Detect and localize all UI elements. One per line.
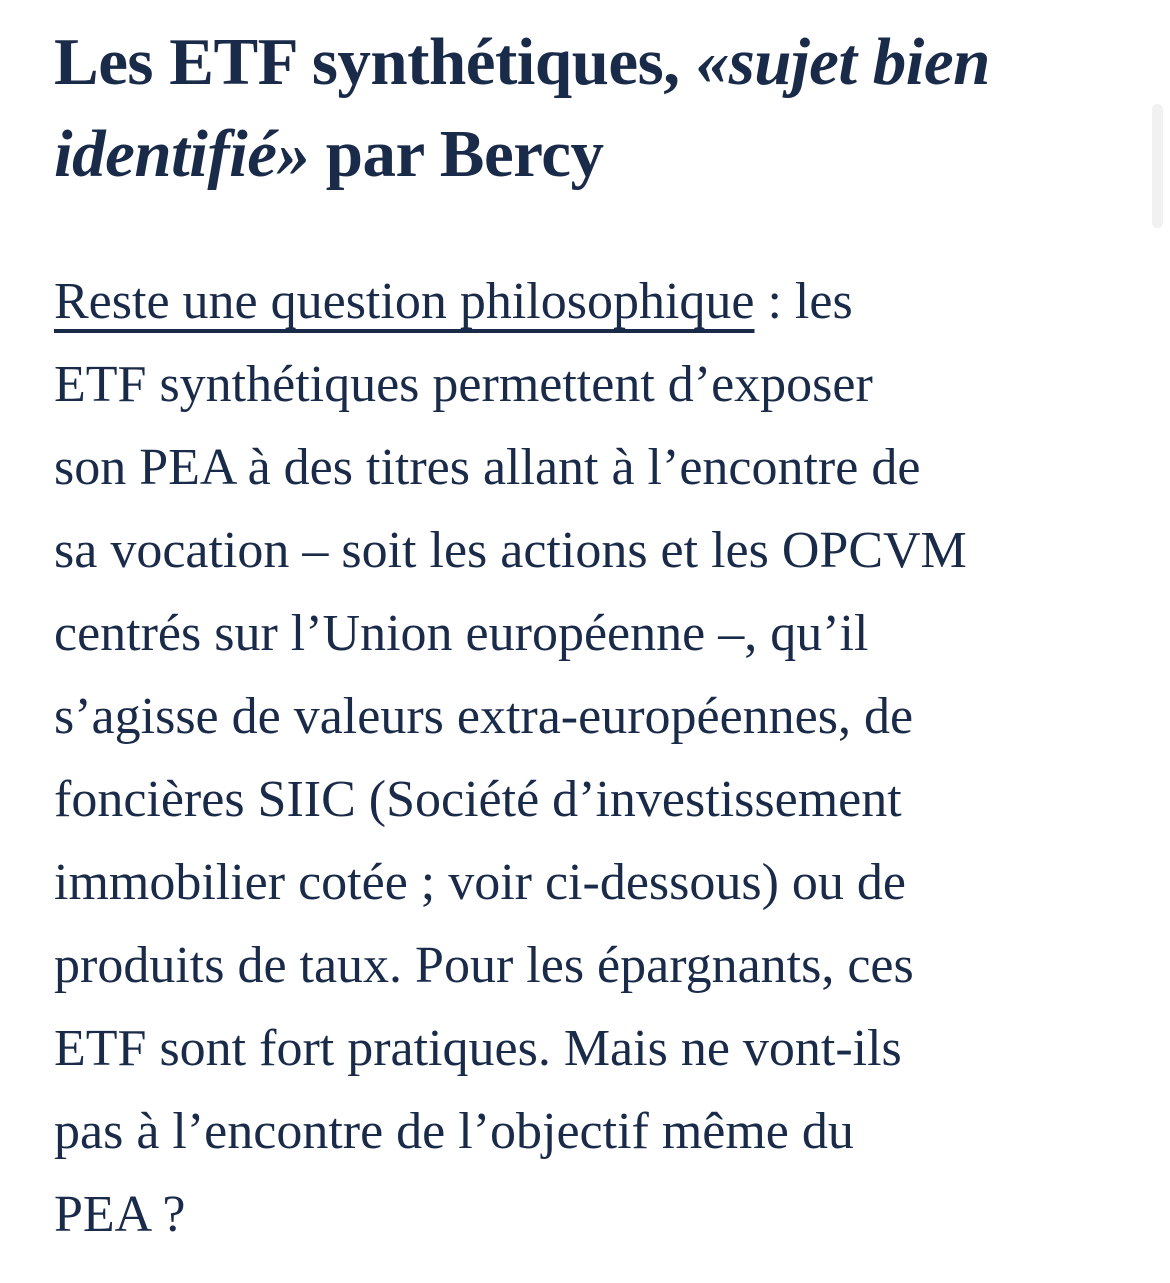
title-text-italic: «sujet bien identifié» bbox=[54, 25, 990, 191]
paragraph-line: s’agisse de valeurs extra-européennes, de bbox=[54, 688, 914, 745]
article-title bbox=[54, 16, 1114, 200]
scrollbar-thumb[interactable] bbox=[1152, 104, 1163, 228]
paragraph-line: sa vocation – soit les actions et les OPCVM bbox=[54, 522, 967, 579]
paragraph-line: PEA ? bbox=[54, 1186, 186, 1243]
paragraph-line: ETF sont fort pratiques. Mais ne vont-ils bbox=[54, 1020, 902, 1077]
paragraph-line: pas à l’encontre de l’objectif même du bbox=[54, 1103, 854, 1160]
article-paragraph bbox=[54, 260, 1114, 1256]
inline-link[interactable]: Reste une question philosophique bbox=[54, 273, 755, 330]
paragraph-line: centrés sur l’Union européenne –, qu’il bbox=[54, 605, 869, 662]
paragraph-line: foncières SIIC (Société d’investissement bbox=[54, 771, 902, 828]
paragraph-line: son PEA à des titres allant à l’encontre de bbox=[54, 439, 921, 496]
paragraph-text: : les bbox=[754, 273, 853, 330]
paragraph-line bbox=[54, 260, 1114, 343]
paragraph-line: ETF synthétiques permettent d’exposer bbox=[54, 356, 873, 413]
paragraph-line: produits de taux. Pour les épargnants, ces bbox=[54, 937, 914, 994]
title-text-end: par Bercy bbox=[309, 117, 604, 191]
title-text-start: Les ETF synthétiques, bbox=[54, 25, 696, 99]
paragraph-line: immobilier cotée ; voir ci-dessous) ou de bbox=[54, 854, 907, 911]
